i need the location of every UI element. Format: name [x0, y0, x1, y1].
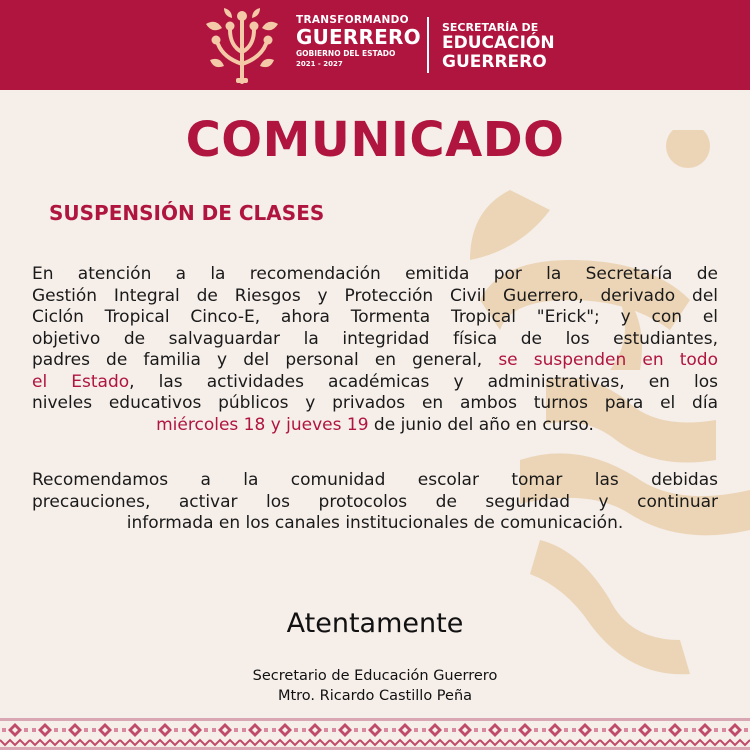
paragraph-line: precauciones, activar los protocolos de seguridad y continuar [32, 491, 718, 512]
paragraph-line: Recomendamos a la comunidad escolar tomar las debidas [32, 470, 718, 490]
paragraph-line: niveles educativos públicos y privados en ambos turnos para el día [32, 393, 718, 413]
secretariat-line2: GUERRERO [442, 52, 547, 72]
paragraph-line: En atención a la recomendación emitida por la Secretaría de [32, 264, 718, 284]
page-title: COMUNICADO [185, 112, 565, 168]
paragraph-line: objetivo de salvaguardar la integridad física de los estudiantes, [32, 328, 718, 349]
guerrero-tree-emblem-icon [200, 4, 284, 86]
paragraph-line [32, 415, 718, 437]
body-paragraph-1 [32, 264, 718, 436]
paragraph-text: padres de familia y del personal en general, [32, 350, 483, 370]
paragraph-line: informada en los canales institucionales de comunicación. [126, 513, 624, 533]
header-divider [427, 17, 429, 73]
signer-name: Mtro. Ricardo Castillo Peña [277, 688, 473, 704]
paragraph-line: Ciclón Tropical Cinco-E, ahora Tormenta Tropical "Erick"; y con el [32, 307, 718, 327]
secretariat-line1: EDUCACIÓN [442, 33, 555, 53]
suspension-highlight: se suspenden en todo [498, 350, 719, 370]
paragraph-text: de junio del año en curso. [368, 414, 594, 435]
government-tagline: TRANSFORMANDO [296, 14, 409, 26]
government-years: 2021 - 2027 [296, 60, 343, 68]
secretariat-logo-text [442, 21, 555, 72]
government-subtitle: GOBIERNO DEL ESTADO [296, 49, 396, 58]
secretariat-top: SECRETARÍA DE [442, 21, 539, 34]
signer-title: Secretario de Educación Guerrero [252, 668, 498, 684]
header-band [0, 0, 750, 90]
closing-salutation: Atentamente [286, 608, 464, 639]
page-subtitle: SUSPENSIÓN DE CLASES [49, 201, 325, 225]
paragraph-line [32, 350, 718, 372]
government-name: GUERRERO [296, 25, 421, 49]
paragraph-text: , las actividades académicas y administrativas, en los [129, 371, 718, 392]
body-paragraph-2 [32, 470, 718, 535]
paragraph-line [32, 372, 718, 394]
suspension-highlight-cont: el Estado [32, 371, 130, 392]
paragraph-line: Gestión Integral de Riesgos y Protección Civil Guerrero, derivado del [32, 285, 718, 306]
footer-pattern-band [0, 718, 750, 750]
government-logo-text [296, 14, 421, 68]
dates-highlight: miércoles 18 y jueves 19 [156, 414, 369, 435]
